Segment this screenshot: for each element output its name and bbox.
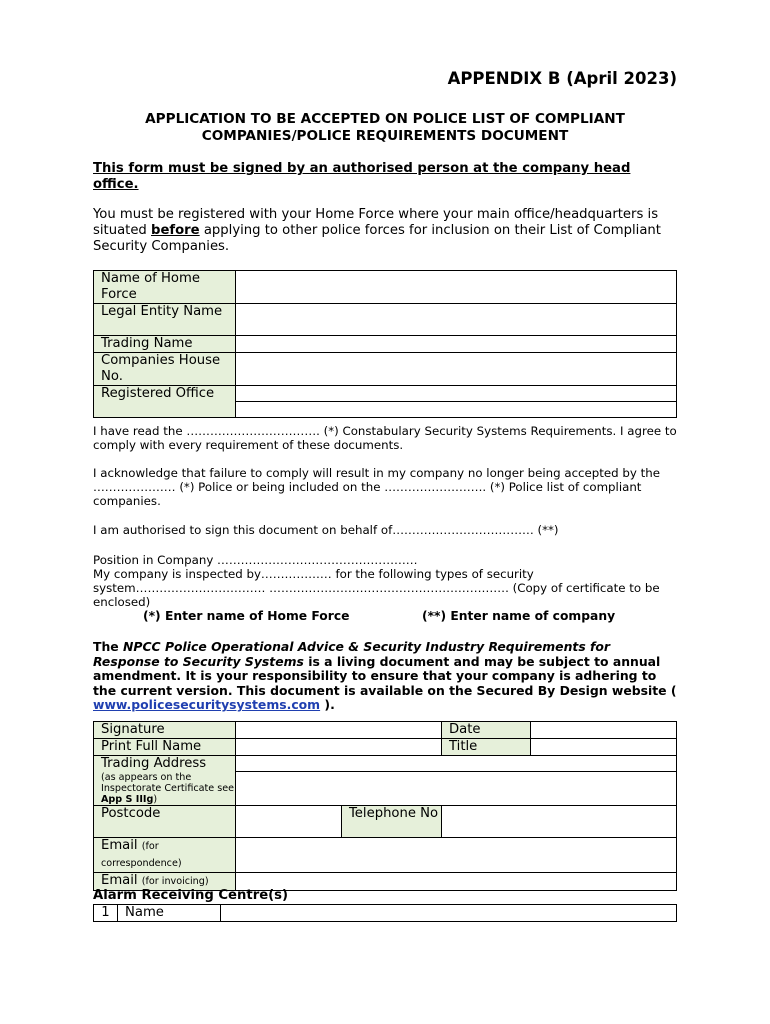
field-title[interactable] <box>531 739 677 756</box>
trading-address-note-bold: App S IIIg <box>101 794 154 805</box>
npcc-doc-title: NPCC Police Operational Advice & Security Industry Requirements for Response to Security Systems <box>93 639 611 669</box>
email1-note: (for correspondence) <box>101 841 182 869</box>
label-trading-name: Trading Name <box>94 336 236 353</box>
label-registered-office: Registered Office <box>94 386 236 418</box>
field-registered-office-2[interactable] <box>236 402 677 418</box>
field-date[interactable] <box>531 722 677 739</box>
company-details-table <box>93 270 677 418</box>
trading-address-note-end: ) <box>153 794 158 805</box>
label-companies-house: Companies House No. <box>94 353 236 386</box>
email2-note: (for invoicing) <box>141 876 209 887</box>
npcc-text-1: The <box>93 639 123 654</box>
field-trading-name[interactable] <box>236 336 677 353</box>
arc-heading: Alarm Receiving Centre(s) <box>93 888 289 903</box>
arc-label-name: Name <box>118 905 221 922</box>
npcc-text-4: ). <box>320 697 335 713</box>
field-home-force[interactable] <box>236 271 677 304</box>
field-registered-office-1[interactable] <box>236 386 677 402</box>
intro-text-2: applying to other police forces for inclusion on their List of Compliant Security Companies. <box>93 223 661 254</box>
field-arc-name[interactable] <box>221 905 677 922</box>
field-print-name[interactable] <box>236 739 442 756</box>
intro-text-1: You must be registered with your Home Force where your main office/headquarters is situated <box>93 207 659 238</box>
intro-paragraph <box>93 207 677 255</box>
label-print-name: Print Full Name <box>94 739 236 756</box>
label-email-correspondence <box>94 838 236 873</box>
field-email-correspondence[interactable] <box>236 838 677 873</box>
field-legal-entity[interactable] <box>236 304 677 336</box>
read-declaration: I have read the ……………………………. (*) Constabulary Security Systems Requirements. I agree to comply with every requirement of these documents. <box>93 424 677 452</box>
label-date: Date <box>442 722 531 739</box>
label-postcode: Postcode <box>94 806 236 838</box>
email1-text: Email <box>101 838 138 853</box>
label-title: Title <box>442 739 531 756</box>
field-signature[interactable] <box>236 722 442 739</box>
field-telephone[interactable] <box>442 806 677 838</box>
label-signature: Signature <box>94 722 236 739</box>
note-company: (**) Enter name of company <box>422 609 616 623</box>
acknowledge-declaration: I acknowledge that failure to comply will result in my company no longer being accepted by the ………………… (*) Police or being included on the …………………….. (*) Police list of compliant companies. <box>93 466 660 508</box>
document-title <box>93 111 677 145</box>
npcc-website-link[interactable]: www.policesecuritysystems.com <box>93 697 321 713</box>
position-line: Position in Company …………………………………………… <box>93 553 418 567</box>
npcc-paragraph <box>93 640 677 713</box>
trading-address-note <box>101 772 235 805</box>
title-line-1: APPLICATION TO BE ACCEPTED ON POLICE LIST OF COMPLIANT <box>145 111 625 127</box>
arc-table <box>93 904 677 922</box>
email2-text: Email <box>101 873 138 888</box>
note-home-force: (*) Enter name of Home Force <box>143 609 350 623</box>
signed-notice: This form must be signed by an authorised person at the company head office. <box>93 161 631 192</box>
field-companies-house[interactable] <box>236 353 677 386</box>
field-trading-address-1[interactable] <box>236 756 677 772</box>
inspected-line: My company is inspected by……………… for the following types of security system…………………………… ……………………………………………………. (Copy of certificate to be enclosed) <box>93 567 660 609</box>
trading-address-note-text: (as appears on the Inspectorate Certificate see <box>101 772 235 794</box>
field-postcode[interactable] <box>236 806 342 838</box>
field-email-invoicing[interactable] <box>236 873 677 891</box>
arc-row-number: 1 <box>94 905 118 922</box>
trading-address-text: Trading Address <box>101 756 207 771</box>
label-home-force: Name of Home Force <box>94 271 236 304</box>
title-line-2: COMPANIES/POLICE REQUIREMENTS DOCUMENT <box>201 128 569 144</box>
npcc-text-3: is a living document and may be subject to annual amendment. It is your responsibility to ensure that your company is adhering to the current version. This document is available on the Secured By Design website ( <box>93 653 677 698</box>
signature-table <box>93 721 677 891</box>
label-trading-address <box>94 756 236 806</box>
label-telephone: Telephone No <box>342 806 442 838</box>
authorised-declaration: I am authorised to sign this document on behalf of……………………………… (**) <box>93 523 559 537</box>
label-legal-entity: Legal Entity Name <box>94 304 236 336</box>
field-trading-address-2[interactable] <box>236 772 677 806</box>
appendix-heading: APPENDIX B (April 2023) <box>447 69 677 88</box>
intro-bold: before <box>151 223 200 238</box>
